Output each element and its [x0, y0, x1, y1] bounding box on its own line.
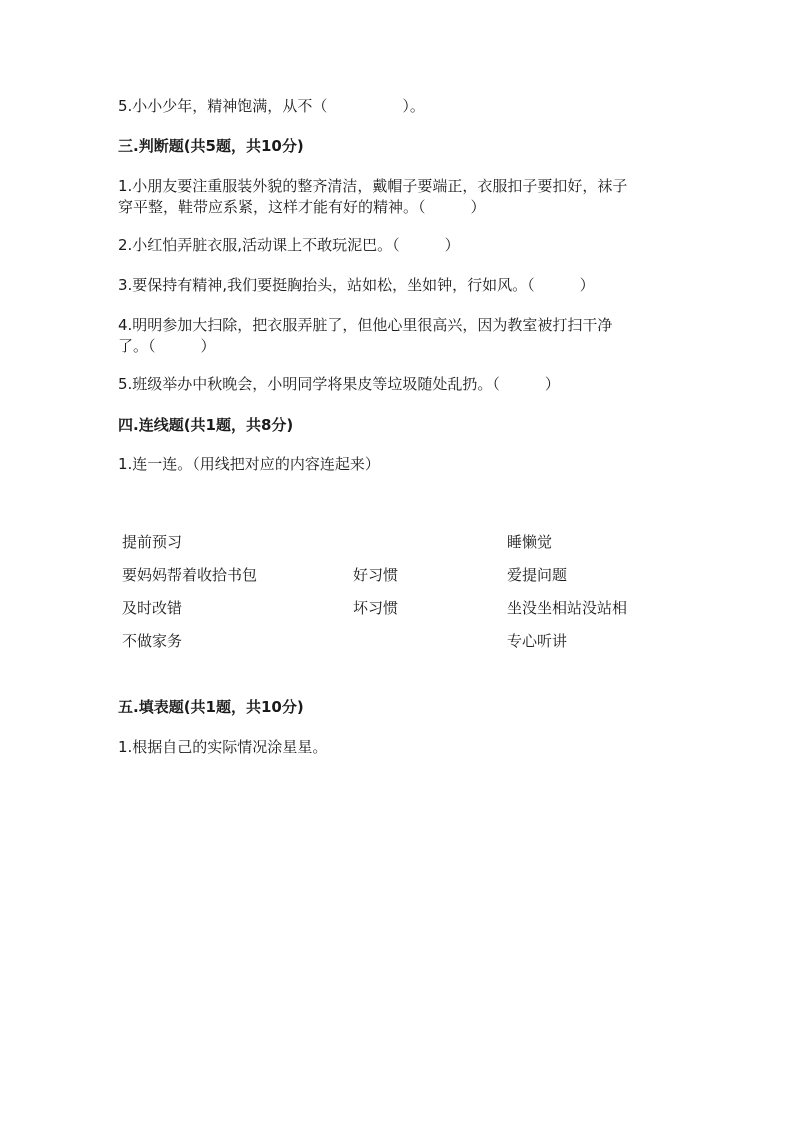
question-3-2: 2.小红怕弄脏衣服,活动课上不敢玩泥巴。（ ）	[118, 236, 460, 254]
question-4-1: 1.连一连。（用线把对应的内容连起来）	[118, 455, 380, 473]
question-3-4-line-1: 4.明明参加大扫除，把衣服弄脏了，但他心里很高兴，因为教室被打扫干净	[118, 316, 613, 334]
section-5-heading: 五.填表题(共1题，共10分)	[118, 698, 304, 716]
section-4-heading: 四.连线题(共1题，共8分)	[118, 416, 294, 434]
right-item: 爱提问题	[507, 566, 568, 584]
right-item: 坐没坐相站没站相	[507, 599, 628, 617]
middle-item: 坏习惯	[353, 599, 399, 617]
question-3-4-line-2: 了。（ ）	[118, 337, 216, 355]
question-2-5: 5.小小少年，精神饱满，从不（ ）。	[118, 97, 425, 115]
left-item: 要妈妈帮着收拾书包	[122, 566, 258, 584]
question-3-1-line-2: 穿平整，鞋带应系紧，这样才能有好的精神。（ ）	[118, 198, 486, 216]
question-3-5: 5.班级举办中秋晚会，小明同学将果皮等垃圾随处乱扔。（ ）	[118, 375, 560, 393]
question-3-1-line-1: 1.小朋友要注重服装外貌的整齐清洁，戴帽子要端正，衣服扣子要扣好，袜子	[118, 177, 628, 195]
left-item: 不做家务	[122, 632, 183, 650]
middle-item: 好习惯	[353, 566, 399, 584]
left-item: 提前预习	[122, 533, 183, 551]
question-3-3: 3.要保持有精神,我们要挺胸抬头，站如松，坐如钟，行如风。（ ）	[118, 276, 595, 294]
right-item: 睡懒觉	[507, 533, 553, 551]
right-item: 专心听讲	[507, 632, 568, 650]
question-5-1: 1.根据自己的实际情况涂星星。	[118, 738, 328, 756]
section-3-heading: 三.判断题(共5题，共10分)	[118, 137, 304, 155]
left-item: 及时改错	[122, 599, 183, 617]
